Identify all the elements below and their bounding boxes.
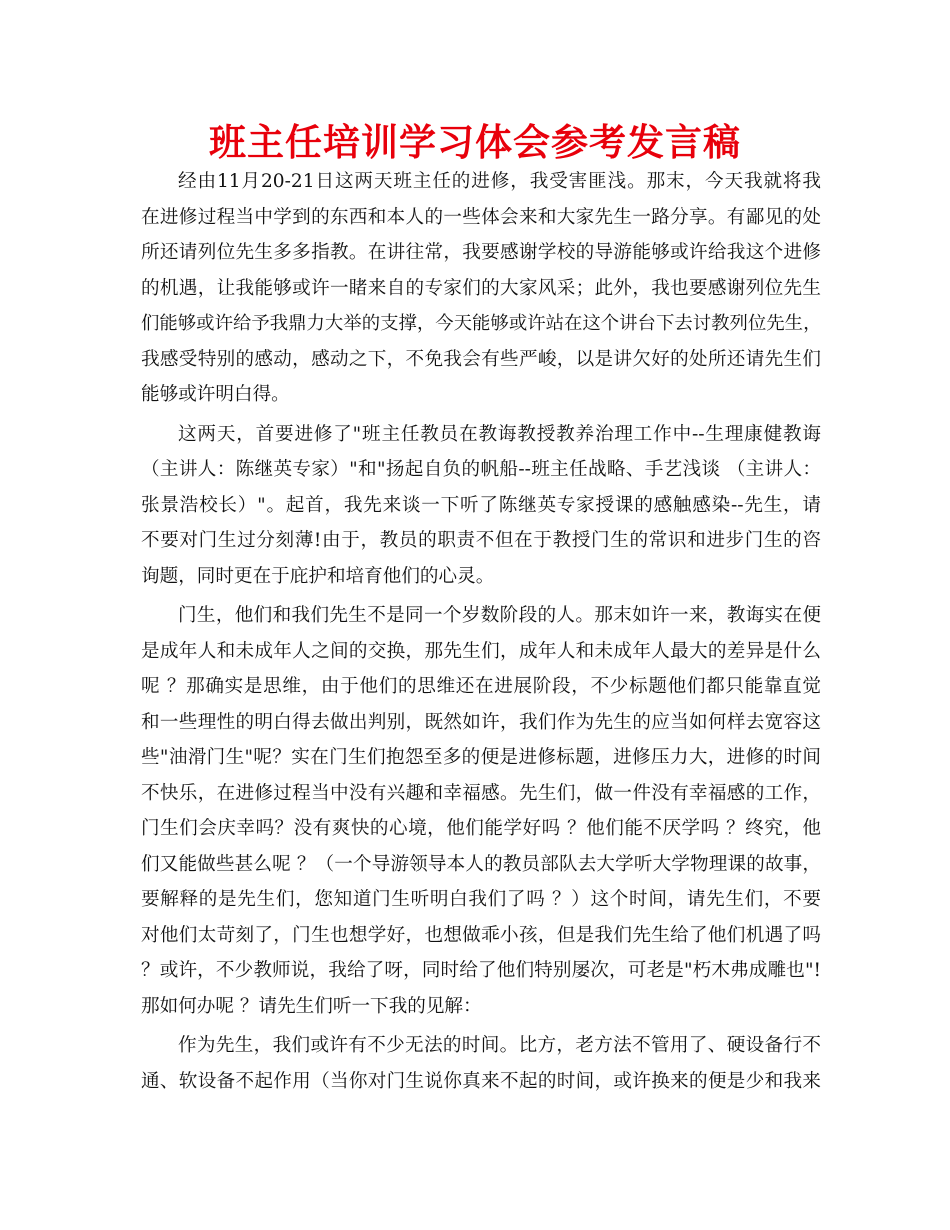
text-line: 些"油滑门生"呢？实在门生们抱怨至多的便是进修标题，进修压力大，进修的时间 [141,747,821,768]
document-title: 班主任培训学习体会参考发言稿 [209,121,741,164]
text-line: 通、软设备不起作用（当你对门生说你真来不起的时间，或许换来的便是少和我来 [141,1070,821,1092]
text-line: 作为先生，我们或许有不少无法的时间。比方，老方法不管用了、硬设备行不 [178,1035,821,1056]
document-body [141,164,821,1103]
text-line: 那如何办呢 ？请先生们听一下我的见解： [141,995,482,1017]
text-line: 和一些理性的明白得去做出判别，既然如许，我们作为先生的应当如何样去宽容这 [141,711,821,733]
text-line: 门生，他们和我们先生不是同一个岁数阶段的人。那末如许一来，教诲实在便 [178,605,821,626]
text-line: ？或许，不少教师说，我给了呀，同时给了他们特别屡次，可老是"朽木弗成雕也"! [141,960,821,981]
text-line: 不快乐，在进修过程当中没有兴趣和幸福感。先生们，做一件没有幸福感的工作， [141,782,821,804]
text-line: 的机遇，让我能够或许一睹来自的专家们的大家风采；此外，我也要感谢列位先生 [141,277,821,299]
text-line: 们能够或许给予我鼎力大举的支撑，今天能够或许站在这个讲台下去讨教列位先生， [141,313,822,334]
text-line: 在进修过程当中学到的东西和本人的一些体会来和大家先生一路分享。有鄙见的处 [141,206,821,228]
paragraph-4 [141,1028,821,1099]
paragraph-2 [141,417,821,595]
text-line: 要解释的是先生们，您知道门生听明白我们了吗 ？）这个时间，请先生们，不要 [141,889,821,910]
text-line: 不要对门生过分刻薄!由于，教员的职责不但在于教授门生的常识和进步门生的咨 [141,530,821,551]
text-line: （主讲人：陈继英专家）"和"扬起自负的帆船--班主任战略、手艺浅谈 （主讲人： [141,459,821,480]
text-line: 我感受特别的感动，感动之下，不免我会有些严峻，以是讲欠好的处所还请先生们 [141,348,821,370]
text-line: 所还请列位先生多多指教。在讲往常，我要感谢学校的导游能够或许给我这个进修 [141,242,821,263]
text-line: 询题，同时更在于庇护和培育他们的心灵。 [141,565,495,587]
text-line: 张景浩校长）"。起首，我先来谈一下听了陈继英专家授课的感触感染--先生，请 [141,494,821,516]
text-line: 经由11月20-21日这两天班主任的进修，我受害匪浅。那末，今天我就将我 [178,171,821,192]
text-line: 能够或许明白得。 [141,384,290,405]
text-line: 这两天，首要进修了"班主任教员在教诲教授教养治理工作中--生理康健教诲 [178,423,821,445]
text-line: 门生们会庆幸吗？没有爽快的心境，他们能学好吗 ？他们能不厌学吗 ？终究，他 [141,818,821,839]
text-line: 是成年人和未成年人之间的交换，那先生们，成年人和未成年人最大的差异是什么 [141,640,821,662]
text-line: 呢 ？那确实是思维，由于他们的思维还在进展阶段，不少标题他们都只能靠直觉 [141,676,821,697]
text-line: 们又能做些甚么呢 ？（一个导游领导本人的教员部队去大学听大学物理课的故事， [141,853,821,875]
paragraph-1 [141,164,821,413]
text-line: 对他们太苛刻了，门生也想学好，也想做乖小孩，但是我们先生给了他们机遇了吗 [141,924,821,946]
paragraph-3 [141,598,821,1024]
